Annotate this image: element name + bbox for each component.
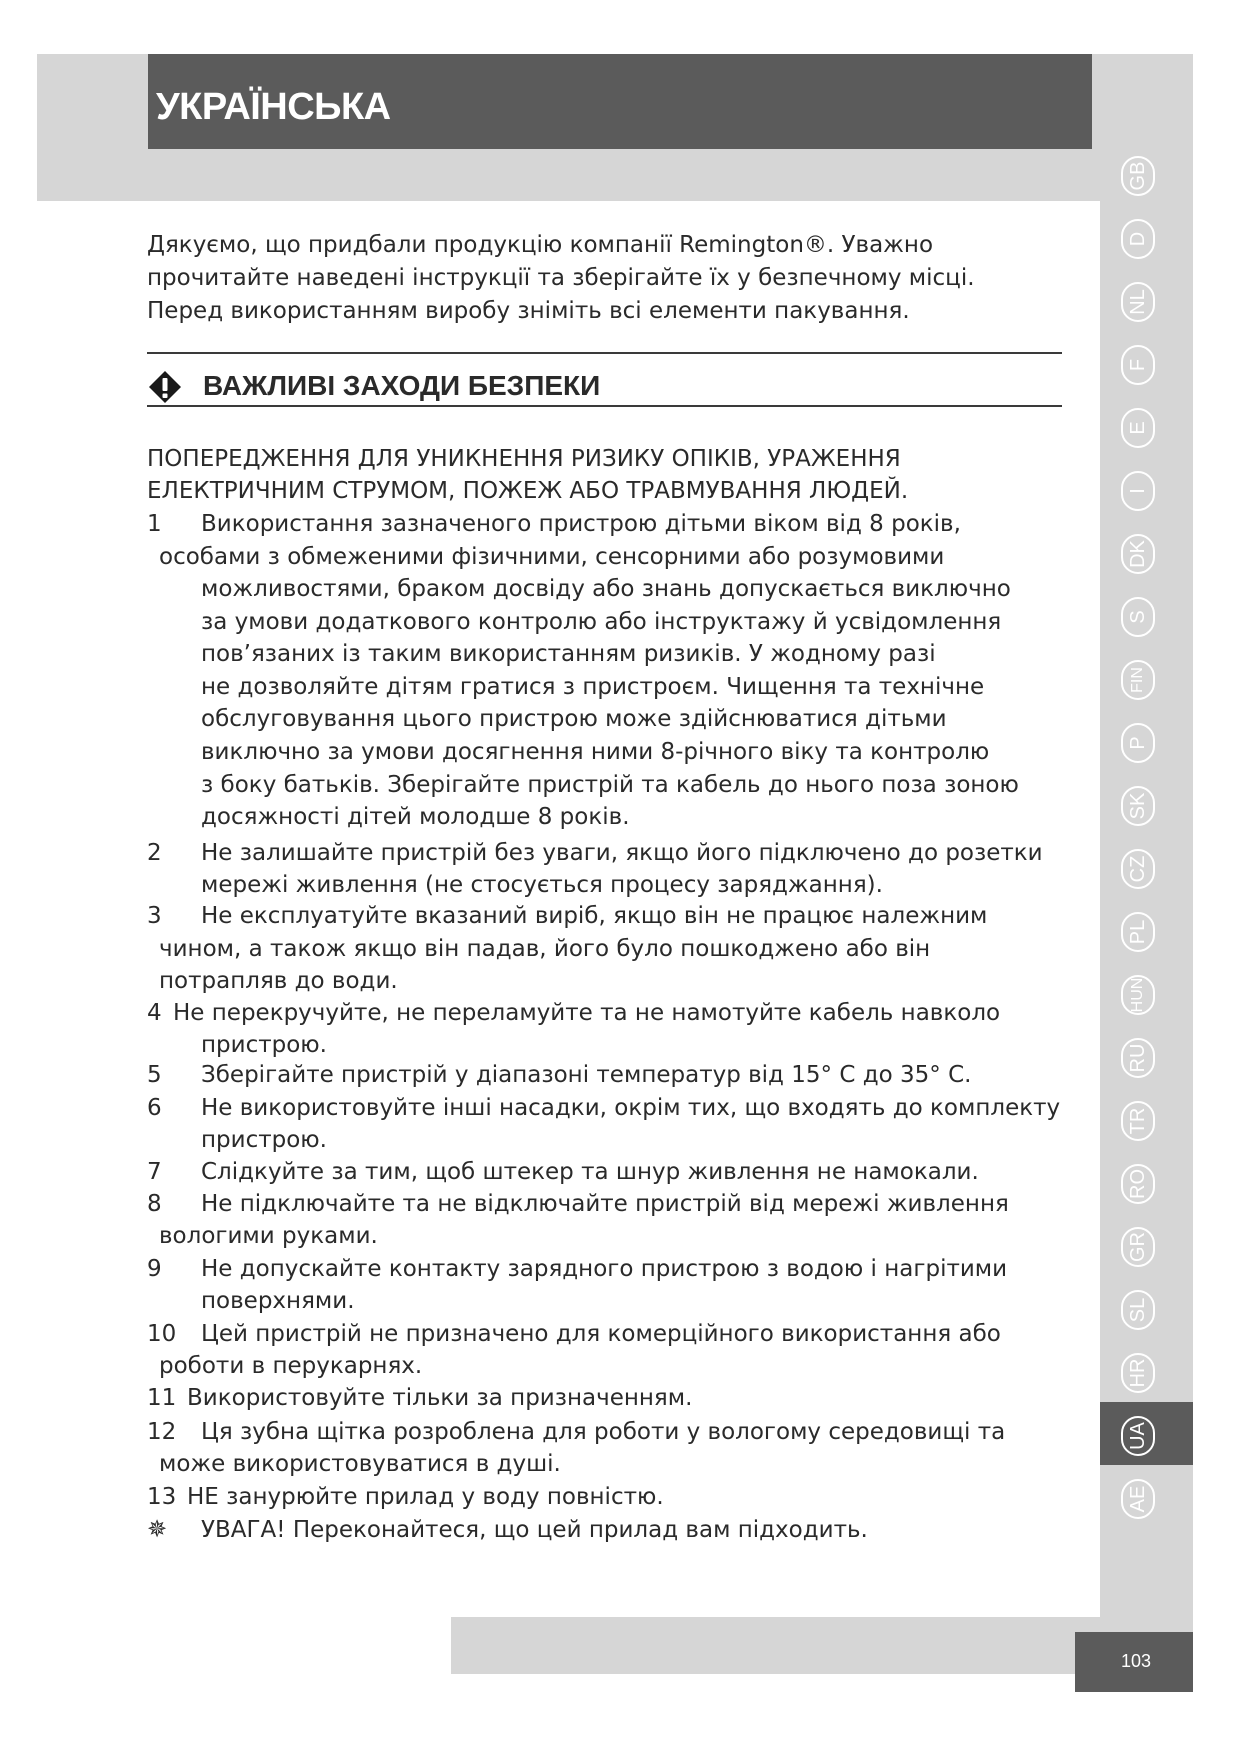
- language-code: I: [1127, 488, 1149, 494]
- intro-line: Перед використанням виробу зніміть всі елементи пакування.: [147, 298, 910, 324]
- language-tab-p[interactable]: [1100, 709, 1193, 772]
- heading-rule-top: [147, 352, 1062, 354]
- item-text: Ця зубна щітка розроблена для роботи у вологому середовищі та: [201, 1419, 1006, 1445]
- item-text: Не підключайте та не відключайте пристрій від мережі живлення: [201, 1191, 1009, 1217]
- language-code: DK: [1127, 540, 1149, 568]
- language-tab-e[interactable]: [1100, 394, 1193, 457]
- language-code: PL: [1127, 919, 1149, 945]
- item-number: 13: [147, 1484, 177, 1510]
- item-text: виключно за умови досягнення ними 8-річного віку та контролю: [201, 739, 990, 765]
- language-code: SK: [1127, 792, 1149, 820]
- title-bar: [148, 54, 1092, 149]
- item-number: 2: [147, 840, 162, 866]
- warning-line: ЕЛЕКТРИЧНИМ СТРУМОМ, ПОЖЕЖ АБО ТРАВМУВАННЯ ЛЮДЕЙ.: [147, 478, 909, 504]
- item-number: 3: [147, 903, 162, 929]
- item-number: 7: [147, 1159, 162, 1185]
- item-text: з боку батьків. Зберігайте пристрій та кабель до нього поза зоною: [201, 772, 1019, 798]
- language-code: AE: [1127, 1485, 1149, 1513]
- item-number: 8: [147, 1191, 162, 1217]
- item-text: Не перекручуйте, не переламуйте та не намотуйте кабель навколо: [173, 1000, 1001, 1026]
- item-text: Не залишайте пристрій без уваги, якщо його підключено до розетки: [201, 840, 1043, 866]
- item-text: Зберігайте пристрій у діапазоні температур від 15° C до 35° C.: [201, 1062, 972, 1088]
- item-text: Не використовуйте інші насадки, окрім тих, що входять до комплекту: [201, 1095, 1061, 1121]
- item-text: Цей пристрій не призначено для комерційного використання або: [201, 1321, 1001, 1347]
- item-number: 1: [147, 511, 162, 537]
- page-number: 103: [1121, 1651, 1152, 1671]
- item-text: Використання зазначеного пристрою дітьми віком від 8 років,: [201, 511, 961, 537]
- page-title: УКРАЇНСЬКА: [156, 86, 391, 128]
- warning-line: ПОПЕРЕДЖЕННЯ ДЛЯ УНИКНЕННЯ РИЗИКУ ОПІКІВ, УРАЖЕННЯ: [147, 446, 901, 472]
- item-text: Не експлуатуйте вказаний виріб, якщо він не працює належним: [201, 903, 988, 929]
- item-number: 5: [147, 1062, 162, 1088]
- language-code: CZ: [1127, 855, 1149, 883]
- item-text: роботи в перукарнях.: [159, 1353, 423, 1379]
- language-tab-pl[interactable]: [1100, 898, 1193, 961]
- item-number: 6: [147, 1095, 162, 1121]
- item-text: за умови додаткового контролю або інструктажу й усвідомлення: [201, 609, 1002, 635]
- language-tab-hr[interactable]: [1100, 1339, 1193, 1402]
- language-code: TR: [1127, 1107, 1149, 1135]
- item-number: 12: [147, 1419, 177, 1445]
- item-text: не дозволяйте дітям гратися з пристроєм. Чищення та технічне: [201, 674, 985, 700]
- language-code: GB: [1127, 161, 1149, 191]
- language-code: GR: [1127, 1232, 1149, 1262]
- caution-star-icon: ✵: [147, 1515, 168, 1543]
- intro-paragraph: [147, 229, 1067, 328]
- language-code: S: [1127, 610, 1149, 624]
- language-code: FIN: [1129, 667, 1146, 693]
- language-tab-nl[interactable]: [1100, 268, 1193, 331]
- language-tab-dk[interactable]: [1100, 520, 1193, 583]
- item-text: може використовуватися в душі.: [159, 1451, 561, 1477]
- language-tab-ru[interactable]: [1100, 1024, 1193, 1087]
- item-text: НЕ занурюйте прилад у воду повністю.: [187, 1484, 664, 1510]
- language-tab-cz[interactable]: [1100, 835, 1193, 898]
- language-code: P: [1127, 736, 1149, 750]
- item-text: обслуговування цього пристрою може здійснюватися дітьми: [201, 706, 947, 732]
- item-text: пристрою.: [201, 1032, 327, 1058]
- item-text: можливостями, браком досвіду або знань допускається виключно: [201, 576, 1011, 602]
- intro-line: Дякуємо, що придбали продукцію компанії Remington®. Уважно: [147, 232, 934, 258]
- language-tab-hun[interactable]: [1100, 961, 1193, 1024]
- language-code: HR: [1127, 1358, 1149, 1388]
- language-tab-sl[interactable]: [1100, 1276, 1193, 1339]
- item-text: поверхнями.: [201, 1288, 355, 1314]
- language-code: NL: [1127, 289, 1149, 315]
- item-text: пов’язаних із таким використанням ризиків. У жодному разі: [201, 641, 936, 667]
- language-tab-i[interactable]: [1100, 457, 1193, 520]
- warning-icon: [148, 370, 182, 404]
- item-number: 9: [147, 1256, 162, 1282]
- item-text: мережі живлення (не стосується процесу заряджання).: [201, 872, 883, 898]
- language-tab-ua[interactable]: [1100, 1402, 1193, 1465]
- item-text: вологими руками.: [159, 1223, 378, 1249]
- language-tab-f[interactable]: [1100, 331, 1193, 394]
- item-text: потрапляв до води.: [159, 968, 398, 994]
- item-text: Не допускайте контакту зарядного пристрою з водою і нагрітими: [201, 1256, 1008, 1282]
- item-text: Слідкуйте за тим, щоб штекер та шнур живлення не намокали.: [201, 1159, 979, 1185]
- language-code: RU: [1127, 1043, 1149, 1073]
- language-tab-tr[interactable]: [1100, 1087, 1193, 1150]
- item-text: Використовуйте тільки за призначенням.: [187, 1385, 693, 1411]
- item-text: пристрою.: [201, 1127, 327, 1153]
- page-number-box: [1075, 1632, 1193, 1692]
- language-tab-ro[interactable]: [1100, 1150, 1193, 1213]
- item-number: 4: [147, 1000, 162, 1026]
- section-heading: ВАЖЛИВІ ЗАХОДИ БЕЗПЕКИ: [203, 370, 601, 401]
- language-code: HUN: [1129, 977, 1146, 1013]
- item-number: 10: [147, 1321, 177, 1347]
- language-code: UA: [1127, 1422, 1149, 1450]
- language-tab-s[interactable]: [1100, 583, 1193, 646]
- language-tab-gb[interactable]: [1100, 142, 1193, 205]
- language-code: F: [1127, 358, 1149, 372]
- intro-line: прочитайте наведені інструкції та зберігайте їх у безпечному місці.: [147, 265, 975, 291]
- language-tab-fin[interactable]: [1100, 646, 1193, 709]
- language-code: E: [1127, 421, 1149, 435]
- language-tab-sk[interactable]: [1100, 772, 1193, 835]
- language-code: D: [1127, 231, 1149, 247]
- language-tab-d[interactable]: [1100, 205, 1193, 268]
- item-text: досяжності дітей молодше 8 років.: [201, 804, 630, 830]
- language-tab-ae[interactable]: [1100, 1465, 1193, 1528]
- heading-rule-bottom: [147, 405, 1062, 407]
- caution-note: УВАГА! Переконайтеся, що цей прилад вам підходить.: [201, 1517, 868, 1543]
- item-text: чином, а також якщо він падав, його було пошкоджено або він: [159, 936, 931, 962]
- language-code: RO: [1127, 1169, 1149, 1199]
- language-code: SL: [1127, 1297, 1149, 1323]
- item-text: особами з обмеженими фізичними, сенсорними або розумовими: [159, 544, 945, 570]
- item-number: 11: [147, 1385, 177, 1411]
- language-tab-gr[interactable]: [1100, 1213, 1193, 1276]
